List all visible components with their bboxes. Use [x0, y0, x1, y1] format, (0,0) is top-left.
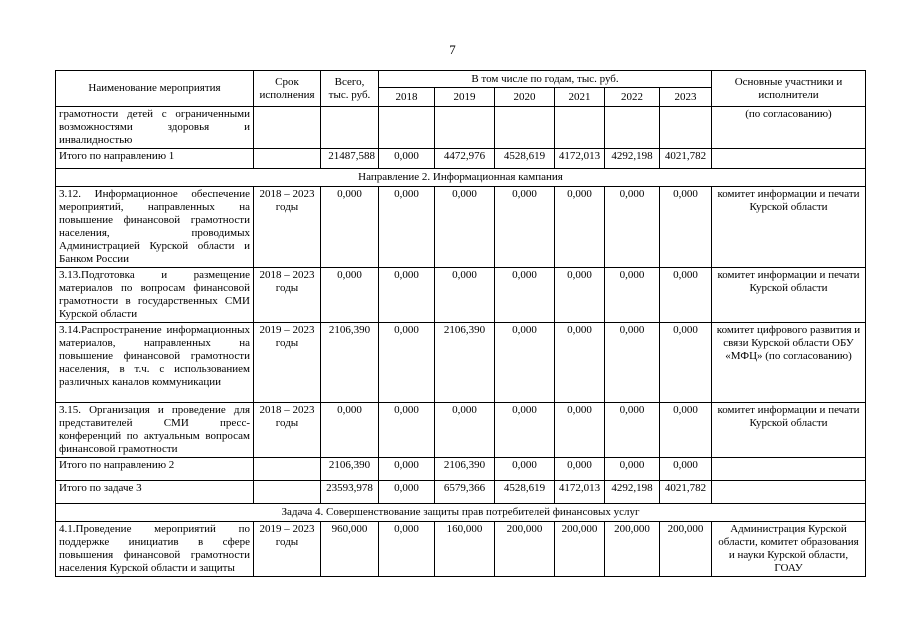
year-value: 0,000	[660, 323, 712, 403]
header-name: Наименование мероприятия	[56, 71, 254, 107]
activity-name: грамотности детей с ограниченными возможностями здоровья и инвалидностью	[56, 107, 254, 149]
year-value: 0,000	[379, 149, 435, 169]
term: 2018 – 2023 годы	[254, 187, 321, 268]
year-value: 4172,013	[555, 149, 605, 169]
total-value: 2106,390	[321, 323, 379, 403]
participants: комитет информации и печати Курской области	[712, 403, 866, 458]
year-value: 200,000	[605, 522, 660, 577]
year-value: 0,000	[495, 268, 555, 323]
year-value: 0,000	[435, 403, 495, 458]
table-row	[56, 323, 866, 403]
header-term: Срок исполнения	[254, 71, 321, 107]
year-value: 160,000	[435, 522, 495, 577]
section-title: Направление 2. Информационная кампания	[56, 169, 866, 187]
table-row	[56, 187, 866, 268]
section-title: Задача 4. Совершенствование защиты прав потребителей финансовых услуг	[56, 504, 866, 522]
header-years-group: В том числе по годам, тыс. руб.	[379, 71, 712, 88]
year-value: 200,000	[495, 522, 555, 577]
year-value: 0,000	[660, 187, 712, 268]
term: 2018 – 2023 годы	[254, 403, 321, 458]
page-number: 7	[449, 42, 456, 57]
year-value: 0,000	[555, 268, 605, 323]
year-value: 0,000	[435, 187, 495, 268]
year-value: 4528,619	[495, 149, 555, 169]
year-value: 0,000	[379, 187, 435, 268]
year-value: 0,000	[495, 458, 555, 481]
year-value: 4021,782	[660, 481, 712, 504]
table-row	[56, 107, 866, 149]
year-value: 0,000	[379, 458, 435, 481]
year-value: 0,000	[555, 187, 605, 268]
year-value: 4172,013	[555, 481, 605, 504]
total-value: 2106,390	[321, 458, 379, 481]
year-value: 0,000	[555, 403, 605, 458]
subtotal-label: Итого по задаче 3	[56, 481, 254, 504]
participants: Администрация Курской области, комитет образования и науки Курской области, ГОАУ	[712, 522, 866, 577]
year-value: 0,000	[379, 323, 435, 403]
section-header	[56, 169, 866, 187]
table-row	[56, 403, 866, 458]
year-value: 2106,390	[435, 323, 495, 403]
year-value: 0,000	[605, 268, 660, 323]
year-value: 6579,366	[435, 481, 495, 504]
year-value: 200,000	[555, 522, 605, 577]
total-value: 960,000	[321, 522, 379, 577]
total-value: 0,000	[321, 403, 379, 458]
header-year: 2019	[435, 88, 495, 107]
year-value: 0,000	[495, 403, 555, 458]
year-value: 0,000	[379, 481, 435, 504]
activity-name: 3.13.Подготовка и размещение материалов по вопросам финансовой грамотности в государственных СМИ Курской области	[56, 268, 254, 323]
year-value: 4292,198	[605, 149, 660, 169]
year-value: 0,000	[605, 187, 660, 268]
participants: (по согласованию)	[712, 107, 866, 149]
activity-name: 3.12. Информационное обеспечение мероприятий, направленных на повышение финансовой грамотности населения, проводимых Администрацией Курской области и Банком России	[56, 187, 254, 268]
table-row	[56, 268, 866, 323]
subtotal-label: Итого по направлению 1	[56, 149, 254, 169]
year-value: 0,000	[555, 458, 605, 481]
table-row	[56, 481, 866, 504]
activity-name: 3.15. Организация и проведение для представителей СМИ пресс-конференций по актуальным вопросам финансовой грамотности	[56, 403, 254, 458]
year-value: 4292,198	[605, 481, 660, 504]
year-value: 4528,619	[495, 481, 555, 504]
term: 2019 – 2023 годы	[254, 323, 321, 403]
year-value: 0,000	[660, 268, 712, 323]
header-year: 2018	[379, 88, 435, 107]
header-participants: Основные участники и исполнители	[712, 71, 866, 107]
activity-name: 4.1.Проведение мероприятий по поддержке инициатив в сфере повышения финансовой грамотности населения Курской области и защиты	[56, 522, 254, 577]
year-value: 0,000	[660, 458, 712, 481]
header-year: 2023	[660, 88, 712, 107]
year-value: 0,000	[605, 323, 660, 403]
subtotal-label: Итого по направлению 2	[56, 458, 254, 481]
term: 2019 – 2023 годы	[254, 522, 321, 577]
total-value: 0,000	[321, 268, 379, 323]
total-value: 0,000	[321, 187, 379, 268]
table-row	[56, 522, 866, 577]
activity-name: 3.14.Распространение информационных материалов, направленных на повышение финансовой грамотности населения, в т.ч. с использованием различных каналов коммуникации	[56, 323, 254, 403]
year-value: 2106,390	[435, 458, 495, 481]
year-value: 0,000	[379, 403, 435, 458]
term: 2018 – 2023 годы	[254, 268, 321, 323]
year-value: 0,000	[435, 268, 495, 323]
year-value: 0,000	[605, 458, 660, 481]
year-value: 0,000	[495, 187, 555, 268]
table-row	[56, 458, 866, 481]
year-value: 4472,976	[435, 149, 495, 169]
participants: комитет информации и печати Курской области	[712, 187, 866, 268]
year-value: 200,000	[660, 522, 712, 577]
participants: комитет информации и печати Курской области	[712, 268, 866, 323]
year-value: 0,000	[605, 403, 660, 458]
year-value: 0,000	[495, 323, 555, 403]
total-value: 21487,588	[321, 149, 379, 169]
year-value: 0,000	[379, 522, 435, 577]
year-value: 4021,782	[660, 149, 712, 169]
header-year: 2021	[555, 88, 605, 107]
budget-table	[55, 70, 866, 577]
total-value: 23593,978	[321, 481, 379, 504]
header-year: 2020	[495, 88, 555, 107]
year-value: 0,000	[660, 403, 712, 458]
section-header	[56, 504, 866, 522]
year-value: 0,000	[379, 268, 435, 323]
header-year: 2022	[605, 88, 660, 107]
table-row	[56, 149, 866, 169]
year-value: 0,000	[555, 323, 605, 403]
participants: комитет цифрового развития и связи Курской области ОБУ «МФЦ» (по согласованию)	[712, 323, 866, 403]
header-total: Всего, тыс. руб.	[321, 71, 379, 107]
